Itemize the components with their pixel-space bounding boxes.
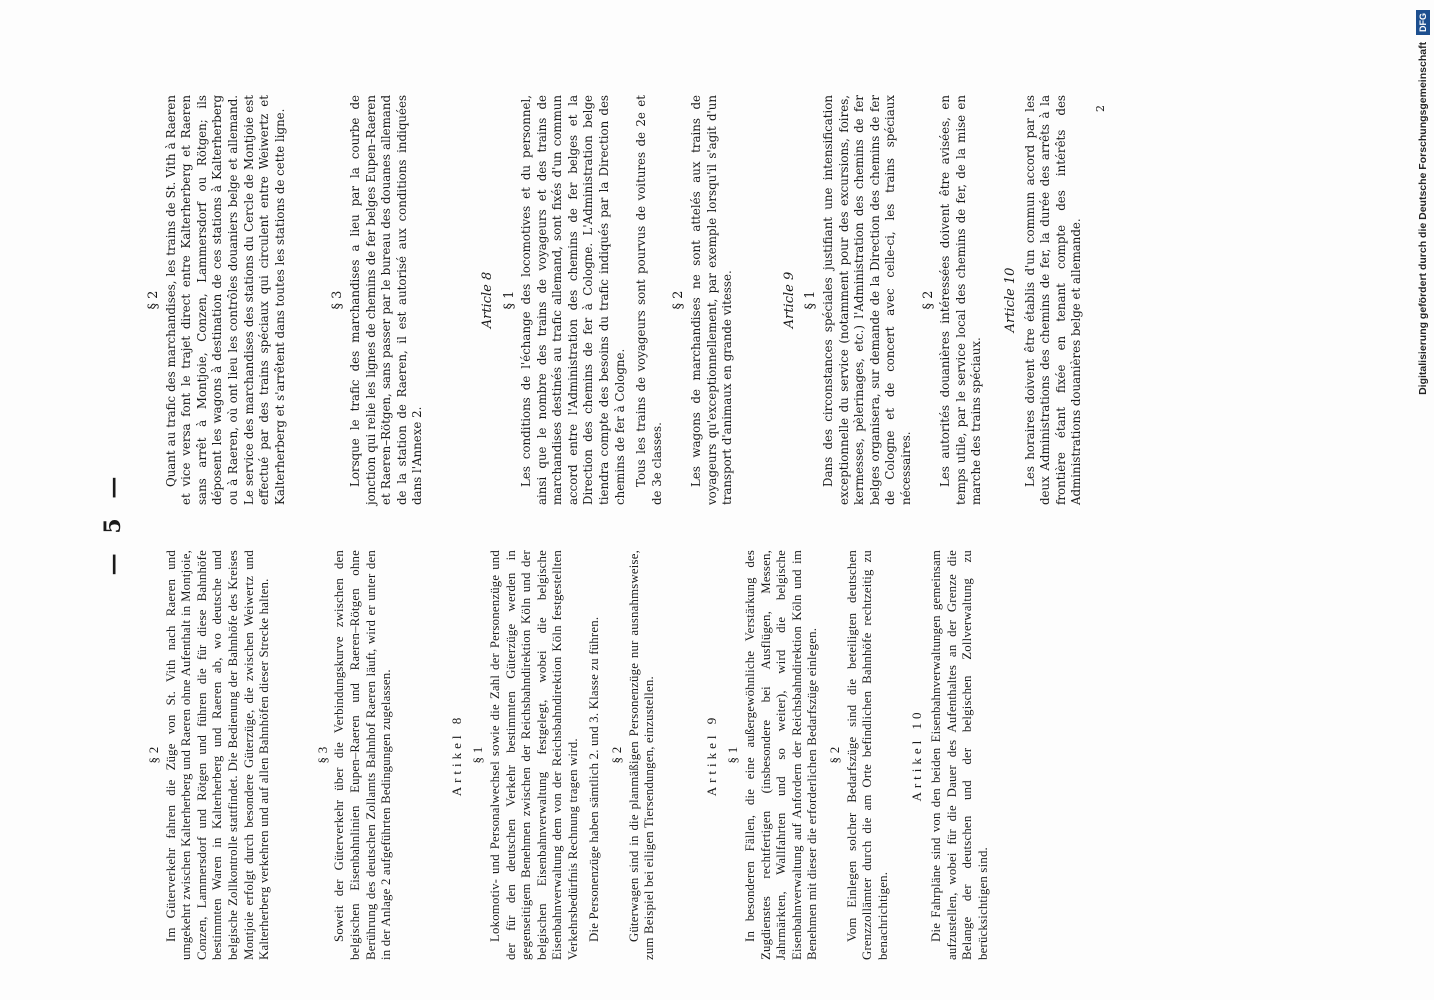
paragraph: Les wagons de marchandises ne sont attelés aux trains de voyageurs qu'exceptionnellement, par exemple lorsqu'il s'agit d'un transport d'animaux en grande vitesse.	[689, 95, 735, 505]
paragraph: Les horaires doivent être établis d'un commun accord par les deux Administrations des chemins de fer, la durée des arrêts à la frontière étant fixée en tenant compte des intérêts des Administrations douanières belge et allemande.	[1022, 95, 1084, 505]
dfg-logo-badge: DFG	[1416, 10, 1430, 35]
section-heading: § 3	[314, 746, 330, 764]
article-heading: Article 9	[781, 271, 797, 329]
paragraph: Im Güterverkehr fahren die Züge von St. Vith nach Raeren und umgekehrt zwischen Kalterherberg und Raeren ohne Aufenthalt in Montjoie, Conzen, Lammersdorf und Rötgen und führen die für diese Bahnhöfe bestimmten Waren in Kalterherberg und Raeren ab, wo deutsche und belgische Zollkontrolle stattfindet. Die Bedienung der Bahnhöfe des Kreises Montjoie erfolgt durch besondere Güterzüge, die zwischen Weiwertz und Kalterherberg verkehren und auf allen Bahnhöfen dieser Strecke halten.	[163, 550, 272, 960]
article-heading: Article 8	[479, 271, 495, 329]
section-heading: § 1	[501, 290, 517, 310]
section-heading: § 2	[671, 290, 687, 310]
paragraph: Güterwagen sind in die planmäßigen Personenzüge nur ausnahmsweise, zum Beispiel bei eiligen Tiersendungen, einzustellen.	[626, 550, 657, 960]
paragraph: Dans des circonstances spéciales justifiant une intensification exceptionnelle du service (notamment pour des excursions, foires, kermesses, pèlerinages, etc.) l'Administration des chemins de fer belges organisera, sur demande de la Direction des chemins de fer de Cologne et de concert avec celle-ci, les trains spéciaux nécessaires.	[821, 95, 913, 505]
section-heading: § 1	[470, 746, 486, 764]
page-number: 5	[100, 506, 126, 534]
section-heading: § 2	[920, 290, 936, 310]
paragraph: Soweit der Güterverkehr über die Verbindungskurve zwischen den belgischen Eisenbahnlinien Eupen–Raeren und Raeren–Rötgen ohne Berührung des deutschen Zollamts Bahnhof Raeren läuft, wird er unter den in der Anlage 2 aufgeführten Bedingungen zugelassen.	[332, 550, 394, 960]
paragraph: In besonderen Fällen, die eine außergewöhnliche Verstärkung des Zugdienstes rechtfertigen (insbesondere bei Ausflügen, Messen, Jahrmärkten, Wallfahrten und so weiter), wird die belgische Eisenbahnverwaltung auf Anfordern der Reichsbahndirektion Köln und im Benehmen mit dieser die erforderlichen Bedarfszüge einlegen.	[743, 550, 820, 960]
article-heading: Artikel 9	[703, 713, 719, 797]
header-dash-left: —	[100, 541, 126, 576]
paragraph: Les conditions de l'échange des locomotives et du personnel, ainsi que le nombre des trains de voyageurs et des trains de marchandises destinés au trafic allemand, sont fixés d'un commun accord entre l'Administration des chemins de fer belges et la Direction des chemins de fer à Cologne. L'Administration belge tiendra compte des besoins du trafic indiqués par la Direction des chemins de fer à Cologne.	[519, 95, 627, 505]
section-heading: § 2	[827, 746, 842, 764]
section-heading: § 2	[146, 746, 161, 764]
dfg-watermark	[1414, 10, 1432, 990]
rotated-content	[100, 80, 1320, 960]
paragraph: Vom Einlegen solcher Bedarfszüge sind die beteiligten deutschen Grenzzollämter durch die am Orte befindlichen Bahnhöfe rechtzeitig zu benachrichtigen.	[844, 550, 890, 960]
article-heading: Artikel 8	[448, 713, 464, 797]
german-column	[140, 550, 997, 960]
paragraph: Die Fahrpläne sind von den beiden Eisenbahnverwaltungen gemeinsam aufzustellen, wobei für die Dauer des Aufenthaltes an der Grenze die Belange der deutschen und der belgischen Zollverwaltung zu berücksichtigen sind.	[928, 550, 990, 960]
article-heading: Artikel 10	[909, 708, 925, 802]
paragraph: Lokomotiv- und Personalwechsel sowie die Zahl der Personenzüge und der für den deutschen Verkehr bestimmten Güterzüge werden in gegenseitigem Benehmen zwischen der Reichsbahndirektion Köln und der belgischen Eisenbahnverwaltung festgelegt, wobei die belgische Eisenbahnverwaltung dem von der Reichsbahndirektion Köln festgestellten Verkehrsbedürfnis Rechnung tragen wird.	[487, 550, 580, 960]
section-heading: § 3	[330, 290, 346, 310]
section-heading: § 1	[803, 290, 819, 310]
paragraph: Lorsque le trafic des marchandises a lieu par la courbe de jonction qui relie les lignes de chemins de fer belges Eupen–Raeren et Raeren–Rötgen, sans passer par le bureau des douanes allemand de la station de Raeren, il est autorisé aux conditions indiquées dans l'Annexe 2.	[347, 95, 425, 505]
article-heading: Article 10	[1002, 267, 1018, 333]
signature-mark: 2	[1094, 105, 1108, 112]
section-heading: § 1	[725, 746, 741, 764]
section-heading: § 2	[146, 290, 161, 310]
french-column	[140, 95, 1108, 505]
section-heading: § 2	[609, 746, 625, 764]
paragraph: Les autorités douanières intéressées doivent être avisées, en temps utile, par le service local des chemins de fer, de la mise en marche des trains spéciaux.	[938, 95, 984, 505]
watermark-text: Digitalisierung gefördert durch die Deutsche Forschungsgemeinschaft	[1417, 41, 1429, 395]
paragraph: Tous les trains de voyageurs sont pourvus de voitures de 2e et de 3e classes.	[634, 95, 664, 505]
paragraph: Quant au trafic des marchandises, les trains de St. Vith à Raeren et vice versa font le trajet direct entre Kalterherberg et Raeren sans arrêt à Montjoie, Conzen, Lammersdorf ou Rötgen; ils déposent les wagons à destination de ces stations à Kalterherberg ou à Raeren, où ont lieu les contrôles douaniers belge et allemand. Le service des marchandises des stations du Cercle de Montjoie est effectué par des trains spéciaux qui circulent entre Weiwertz et Kalterherberg et s'arrêtent dans toutes les stations de cette ligne.	[163, 95, 287, 505]
paragraph: Die Personenzüge haben sämtlich 2. und 3. Klasse zu führen.	[587, 616, 602, 942]
header-dash-right: —	[100, 464, 126, 499]
